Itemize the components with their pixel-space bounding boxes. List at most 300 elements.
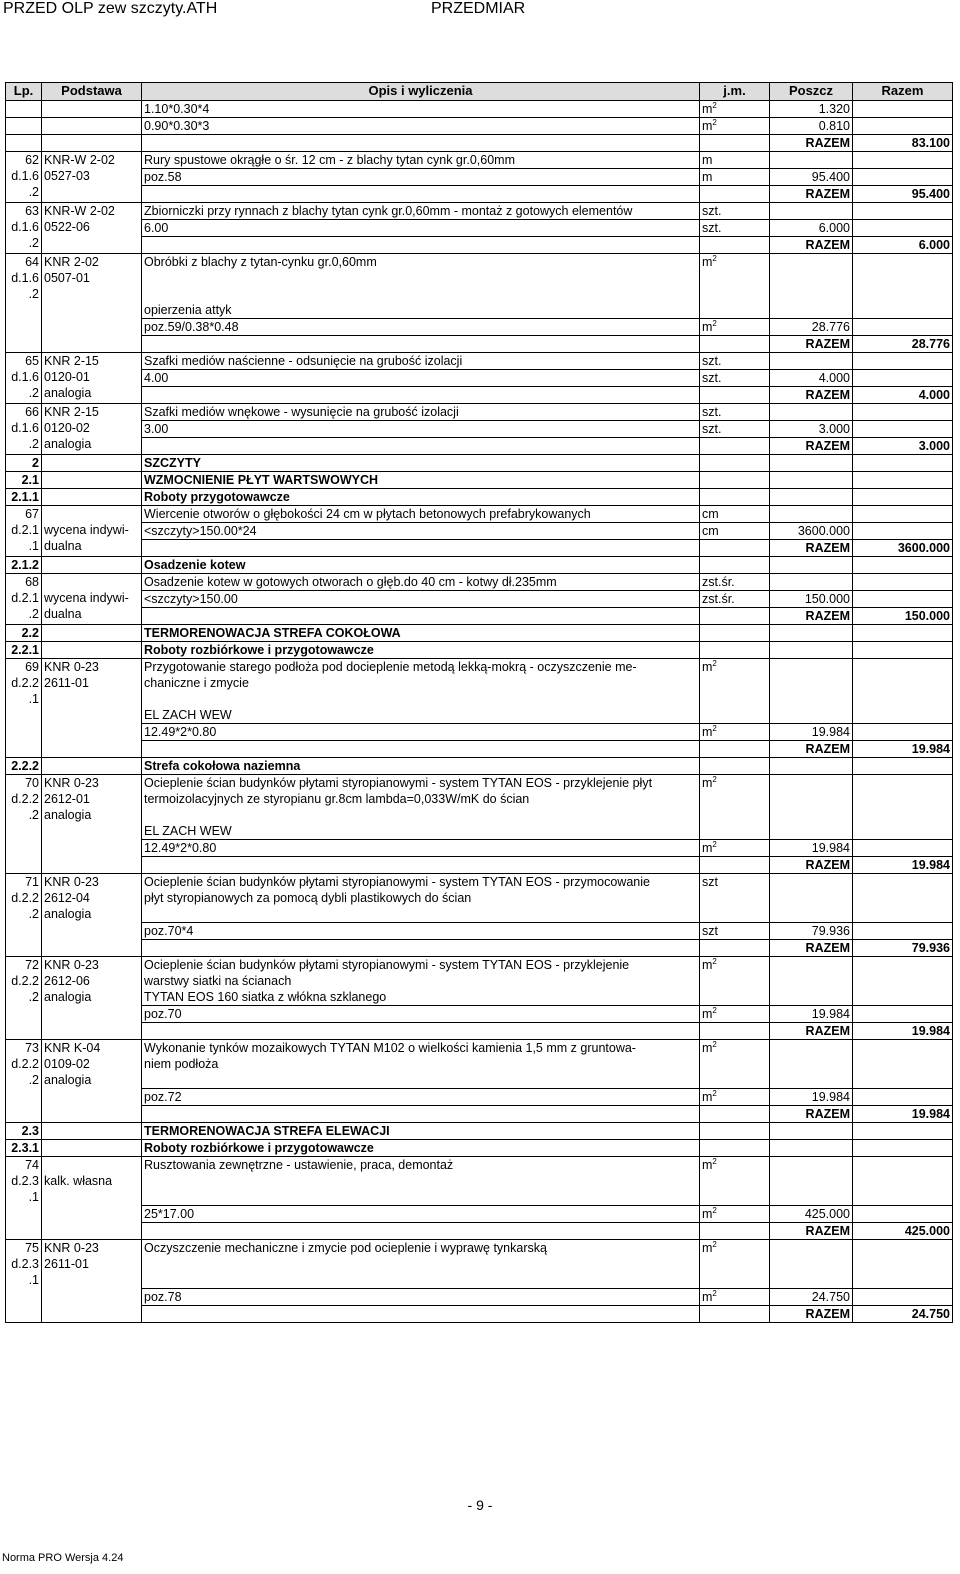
empty-cell [6, 135, 42, 152]
item-basis-line [44, 1157, 139, 1173]
calc-value: 3600.000 [770, 523, 853, 540]
calc-expression: 12.49*2*0.80 [142, 724, 700, 741]
item-basis-line: KNR 2-15 [44, 405, 99, 419]
empty-cell [853, 370, 953, 387]
item-basis [42, 874, 142, 957]
unit-value: $m^2$ [702, 1005, 717, 1021]
section-number: 2.1.1 [6, 489, 42, 506]
item-lp-line: .1 [28, 1273, 39, 1287]
razem-label: RAZEM [770, 237, 853, 254]
item-basis [42, 506, 142, 557]
empty-cell [770, 625, 853, 642]
unit-value: szt. [702, 221, 722, 235]
unit-value: $m^2$ [702, 117, 717, 133]
item-description-line: termoizolacyjnych ze styropianu gr.8cm lambda=0,033W/mK do ścian [144, 792, 530, 806]
item-unit [700, 404, 770, 421]
empty-cell [6, 118, 42, 135]
razem-value: 19.984 [853, 1106, 953, 1123]
item-description-line: Rusztowania zewnętrzne - ustawienie, praca, demontaż [144, 1158, 454, 1172]
item-basis-line: KNR 2-02 [44, 255, 99, 269]
item-row [6, 775, 953, 840]
item-description-line: Ocieplenie ścian budynków płytami styropianowymi - system TYTAN EOS - przyklejenie płyt [144, 776, 653, 790]
item-row [6, 1240, 953, 1289]
total-row [6, 940, 953, 957]
item-description-line: Wykonanie tynków mozaikowych TYTAN M102 o wielkości kamienia 1,5 mm z gruntowa- [144, 1041, 636, 1055]
unit-value: szt. [702, 204, 722, 218]
item-basis-line: 2611-01 [44, 676, 89, 690]
calc-value: 79.936 [770, 923, 853, 940]
item-lp-line: .2 [28, 907, 39, 921]
section-number: 2 [6, 455, 42, 472]
item-description-line: Szafki mediów naścienne - odsunięcie na grubość izolacji [144, 354, 463, 368]
item-basis [42, 1157, 142, 1240]
item-lp-line: 71 [25, 875, 39, 889]
razem-label: RAZEM [770, 857, 853, 874]
empty-cell [700, 758, 770, 775]
empty-cell [700, 438, 770, 455]
col-header-razem: Razem [853, 83, 953, 101]
item-unit [700, 506, 770, 523]
empty-cell [700, 455, 770, 472]
total-row [6, 540, 953, 557]
item-lp-line: d.1.6 [11, 271, 39, 285]
empty-cell [42, 557, 142, 574]
item-basis-line: analogia [44, 808, 92, 822]
empty-cell [853, 152, 953, 169]
unit-value: $m^2$ [702, 723, 717, 739]
razem-label: RAZEM [770, 940, 853, 957]
item-description-line [144, 1173, 697, 1189]
item-description-line: EL ZACH WEW [144, 708, 232, 722]
item-description-line: Wiercenie otworów o głębokości 24 cm w płytach betonowych prefabrykowanych [144, 507, 591, 521]
calc-expression: 4.00 [142, 370, 700, 387]
empty-cell [770, 557, 853, 574]
empty-cell [700, 186, 770, 203]
item-lp-line: d.2.2 [11, 792, 39, 806]
total-row [6, 387, 953, 404]
unit-value: $m^2$ [702, 1288, 717, 1304]
unit-value: $m^2$ [702, 774, 717, 790]
empty-cell [853, 254, 953, 319]
calc-value: 19.984 [770, 1006, 853, 1023]
item-basis [42, 574, 142, 625]
razem-label: RAZEM [770, 1223, 853, 1240]
item-basis-line: analogia [44, 386, 92, 400]
item-lp-line: .2 [28, 437, 39, 451]
empty-cell [700, 857, 770, 874]
section-row [6, 642, 953, 659]
item-lp [6, 1040, 42, 1123]
section-number: 2.2 [6, 625, 42, 642]
empty-cell [142, 1106, 700, 1123]
calc-row [6, 101, 953, 118]
empty-cell [853, 489, 953, 506]
unit-value: $m^2$ [702, 956, 717, 972]
item-basis [42, 659, 142, 758]
item-lp-line: .2 [28, 808, 39, 822]
item-row [6, 1040, 953, 1089]
empty-cell [142, 336, 700, 353]
calc-unit [700, 421, 770, 438]
item-description [142, 152, 700, 169]
page-header [0, 0, 960, 20]
calc-expression: poz.58 [142, 169, 700, 186]
section-row [6, 625, 953, 642]
item-description [142, 1157, 700, 1206]
empty-cell [700, 741, 770, 758]
razem-value: 4.000 [853, 387, 953, 404]
empty-cell [853, 101, 953, 118]
empty-cell [770, 758, 853, 775]
item-description-line [144, 691, 697, 707]
empty-cell [700, 1306, 770, 1323]
item-basis-line: 0109-02 [44, 1057, 90, 1071]
empty-cell [142, 1306, 700, 1323]
empty-cell [42, 135, 142, 152]
item-lp-line: 64 [25, 255, 39, 269]
empty-cell [42, 472, 142, 489]
calc-value: 95.400 [770, 169, 853, 186]
item-row [6, 353, 953, 370]
empty-cell [853, 659, 953, 724]
calc-unit [700, 1006, 770, 1023]
item-unit [700, 775, 770, 840]
unit-value: cm [702, 507, 719, 521]
empty-cell [770, 404, 853, 421]
empty-cell [142, 186, 700, 203]
calc-value: 1.320 [770, 101, 853, 118]
section-number: 2.1 [6, 472, 42, 489]
item-lp-line: .2 [28, 990, 39, 1004]
item-lp-line: .2 [28, 386, 39, 400]
item-basis-line: KNR 0-23 [44, 660, 99, 674]
empty-cell [853, 1089, 953, 1106]
item-lp-line: d.2.3 [11, 1174, 39, 1188]
razem-label: RAZEM [770, 1306, 853, 1323]
empty-cell [42, 118, 142, 135]
item-basis-line: wycena indywi- [44, 523, 129, 537]
empty-cell [853, 1206, 953, 1223]
empty-cell [770, 574, 853, 591]
calc-unit [700, 591, 770, 608]
calc-value: 3.000 [770, 421, 853, 438]
item-row [6, 957, 953, 1006]
section-title: TERMORENOWACJA STREFA COKOŁOWA [142, 625, 700, 642]
empty-cell [142, 1223, 700, 1240]
calc-value: 150.000 [770, 591, 853, 608]
item-lp [6, 775, 42, 874]
item-basis-line: 2611-01 [44, 1257, 89, 1271]
empty-cell [6, 101, 42, 118]
empty-cell [42, 1140, 142, 1157]
item-basis-line: analogia [44, 990, 92, 1004]
item-basis-line [44, 506, 139, 522]
item-basis [42, 1040, 142, 1123]
item-lp [6, 404, 42, 455]
item-description-line: Zbiorniczki przy rynnach z blachy tytan cynk gr.0,60mm - montaż z gotowych elementów [144, 204, 633, 218]
unit-value: $m^2$ [702, 318, 717, 334]
section-row [6, 758, 953, 775]
item-lp-line: 74 [25, 1158, 39, 1172]
empty-cell [700, 540, 770, 557]
item-lp-line: d.1.6 [11, 370, 39, 384]
item-lp [6, 506, 42, 557]
unit-value: $m^2$ [702, 1088, 717, 1104]
item-row [6, 574, 953, 591]
empty-cell [853, 523, 953, 540]
item-basis-line: KNR 0-23 [44, 958, 99, 972]
calc-unit [700, 220, 770, 237]
razem-label: RAZEM [770, 608, 853, 625]
item-lp [6, 1240, 42, 1323]
calc-value: 28.776 [770, 319, 853, 336]
item-unit [700, 1040, 770, 1089]
calc-row [6, 220, 953, 237]
item-lp-line: .1 [28, 539, 39, 553]
item-lp [6, 203, 42, 254]
item-description-line: chaniczne i zmycie [144, 676, 249, 690]
empty-cell [142, 1023, 700, 1040]
item-lp [6, 874, 42, 957]
calc-unit [700, 724, 770, 741]
item-row [6, 203, 953, 220]
razem-value: 19.984 [853, 741, 953, 758]
item-basis [42, 353, 142, 404]
item-basis-line: KNR-W 2-02 [44, 153, 115, 167]
empty-cell [853, 758, 953, 775]
item-basis-line [44, 574, 139, 590]
item-lp-line: d.2.2 [11, 1057, 39, 1071]
empty-cell [700, 237, 770, 254]
item-basis [42, 404, 142, 455]
empty-cell [853, 625, 953, 642]
col-header-jm: j.m. [700, 83, 770, 101]
item-description [142, 1040, 700, 1089]
calc-expression: poz.70*4 [142, 923, 700, 940]
item-lp-line: .2 [28, 607, 39, 621]
item-lp-line: .2 [28, 287, 39, 301]
razem-value: 6.000 [853, 237, 953, 254]
empty-cell [853, 775, 953, 840]
empty-cell [770, 203, 853, 220]
item-lp-line: d.2.1 [11, 591, 39, 605]
empty-cell [700, 1023, 770, 1040]
total-row [6, 1306, 953, 1323]
item-basis-line: dualna [44, 607, 82, 621]
item-description [142, 659, 700, 724]
total-row [6, 741, 953, 758]
razem-label: RAZEM [770, 1023, 853, 1040]
unit-value: szt. [702, 371, 722, 385]
calc-unit [700, 169, 770, 186]
unit-value: szt. [702, 354, 722, 368]
empty-cell [770, 1123, 853, 1140]
item-unit [700, 957, 770, 1006]
item-lp [6, 353, 42, 404]
empty-cell [142, 608, 700, 625]
table-body [6, 101, 953, 1323]
calc-expression: 3.00 [142, 421, 700, 438]
razem-label: RAZEM [770, 135, 853, 152]
item-unit [700, 1240, 770, 1289]
calc-row [6, 840, 953, 857]
calc-unit [700, 523, 770, 540]
calc-expression: poz.70 [142, 1006, 700, 1023]
calc-row [6, 1206, 953, 1223]
item-basis-line: 2612-04 [44, 891, 90, 905]
item-description [142, 254, 700, 319]
item-lp [6, 659, 42, 758]
unit-value: szt. [702, 422, 722, 436]
item-description-line: Ocieplenie ścian budynków płytami styropianowymi - system TYTAN EOS - przymocowanie [144, 875, 650, 889]
item-lp-line: .2 [28, 1073, 39, 1087]
item-basis-line: analogia [44, 437, 92, 451]
item-unit [700, 659, 770, 724]
empty-cell [853, 840, 953, 857]
empty-cell [853, 874, 953, 923]
item-description-line: niem podłoża [144, 1057, 219, 1071]
total-row [6, 608, 953, 625]
document-type: PRZEDMIAR [431, 0, 526, 17]
unit-value: $m^2$ [702, 1156, 717, 1172]
calc-expression: <szczyty>150.00*24 [142, 523, 700, 540]
calc-row [6, 523, 953, 540]
section-number: 2.3 [6, 1123, 42, 1140]
item-basis [42, 254, 142, 353]
item-row [6, 659, 953, 724]
item-lp [6, 152, 42, 203]
item-lp-line: .1 [28, 1190, 39, 1204]
empty-cell [142, 741, 700, 758]
item-description-line: warstwy siatki na ścianach [144, 974, 292, 988]
item-lp [6, 1157, 42, 1240]
calc-value: 425.000 [770, 1206, 853, 1223]
item-description-line: Obróbki z blachy z tytan-cynku gr.0,60mm [144, 255, 377, 269]
total-row [6, 336, 953, 353]
item-description [142, 506, 700, 523]
item-unit [700, 203, 770, 220]
empty-cell [700, 1123, 770, 1140]
item-row [6, 404, 953, 421]
unit-value: szt. [702, 405, 722, 419]
item-description [142, 874, 700, 923]
empty-cell [770, 353, 853, 370]
empty-cell [770, 506, 853, 523]
calc-value: 4.000 [770, 370, 853, 387]
item-unit [700, 353, 770, 370]
calc-expression: poz.72 [142, 1089, 700, 1106]
item-lp-line: 68 [25, 575, 39, 589]
item-row [6, 874, 953, 923]
razem-value: 19.984 [853, 857, 953, 874]
empty-cell [853, 220, 953, 237]
section-title: Roboty przygotowawcze [142, 489, 700, 506]
empty-cell [770, 642, 853, 659]
item-basis [42, 957, 142, 1040]
item-basis-line: KNR 0-23 [44, 1241, 99, 1255]
empty-cell [853, 557, 953, 574]
razem-label: RAZEM [770, 387, 853, 404]
unit-value: zst.śr. [702, 575, 735, 589]
empty-cell [853, 353, 953, 370]
empty-cell [770, 489, 853, 506]
item-description-line: Oczyszczenie mechaniczne i zmycie pod ocieplenie i wyprawę tynkarską [144, 1241, 547, 1255]
item-basis-line: 0120-01 [44, 370, 90, 384]
calc-unit [700, 1206, 770, 1223]
item-description-line [144, 1072, 697, 1088]
calc-value: 6.000 [770, 220, 853, 237]
item-basis-line: 2612-06 [44, 974, 90, 988]
empty-cell [853, 574, 953, 591]
calc-row [6, 319, 953, 336]
empty-cell [42, 489, 142, 506]
item-unit [700, 574, 770, 591]
item-lp-line: d.2.3 [11, 1257, 39, 1271]
razem-value: 79.936 [853, 940, 953, 957]
empty-cell [42, 455, 142, 472]
razem-label: RAZEM [770, 438, 853, 455]
unit-value: $m^2$ [702, 1039, 717, 1055]
item-description-line [144, 807, 697, 823]
item-description [142, 404, 700, 421]
item-description-line: Przygotowanie starego podłoża pod docieplenie metodą lekką-mokrą - oczyszczenie me- [144, 660, 637, 674]
empty-cell [700, 1106, 770, 1123]
item-basis-line: kalk. własna [44, 1174, 113, 1188]
section-row [6, 455, 953, 472]
empty-cell [770, 874, 853, 923]
item-lp-line: 66 [25, 405, 39, 419]
razem-label: RAZEM [770, 741, 853, 758]
total-row [6, 1223, 953, 1240]
empty-cell [853, 1157, 953, 1206]
item-description [142, 1240, 700, 1289]
empty-cell [42, 642, 142, 659]
empty-cell [770, 957, 853, 1006]
empty-cell [853, 1140, 953, 1157]
calc-unit [700, 118, 770, 135]
item-lp-line: 67 [25, 507, 39, 521]
empty-cell [770, 152, 853, 169]
total-row [6, 1023, 953, 1040]
empty-cell [142, 438, 700, 455]
empty-cell [770, 659, 853, 724]
item-basis [42, 775, 142, 874]
item-description-line: Szafki mediów wnękowe - wysunięcie na grubość izolacji [144, 405, 459, 419]
empty-cell [142, 857, 700, 874]
item-description-line [144, 1189, 697, 1205]
empty-cell [700, 387, 770, 404]
empty-cell [770, 1140, 853, 1157]
calc-expression: 1.10*0.30*4 [142, 101, 700, 118]
item-basis-line: 0527-03 [44, 169, 90, 183]
section-number: 2.2.1 [6, 642, 42, 659]
item-lp-line: d.1.6 [11, 169, 39, 183]
item-lp-line: d.1.6 [11, 220, 39, 234]
calc-expression: 25*17.00 [142, 1206, 700, 1223]
empty-cell [700, 336, 770, 353]
razem-value: 19.984 [853, 1023, 953, 1040]
item-lp-line: d.2.2 [11, 974, 39, 988]
unit-value: szt [702, 875, 718, 889]
empty-cell [700, 940, 770, 957]
item-lp-line: .1 [28, 692, 39, 706]
calc-row [6, 118, 953, 135]
bill-of-quantities-table [5, 82, 953, 1323]
item-basis-line: KNR-W 2-02 [44, 204, 115, 218]
section-row [6, 557, 953, 574]
item-unit [700, 254, 770, 319]
empty-cell [853, 472, 953, 489]
